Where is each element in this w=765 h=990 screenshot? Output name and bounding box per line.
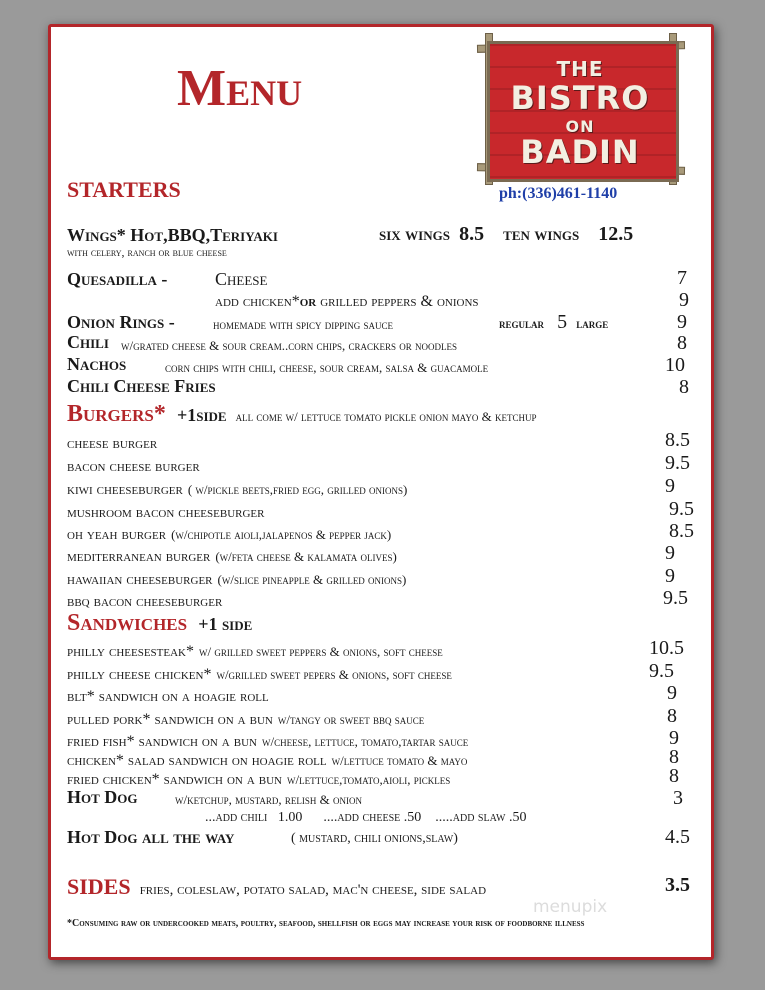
item-desc: w/grilled sweet pepers & onions, soft cheese (216, 667, 452, 682)
item-price: 9.5 (665, 452, 690, 474)
menu-card (48, 24, 714, 960)
chili-cheese-fries-price: 8 (679, 376, 689, 398)
burgers-header (67, 401, 536, 428)
item-price: 9.5 (669, 498, 694, 520)
item-name: bacon cheese burger (67, 458, 200, 475)
item-desc: (w/slice pineapple & grilled onions) (217, 572, 407, 587)
quesadilla-price-cheese: 7 (677, 267, 687, 289)
sides-price: 3.5 (665, 874, 690, 896)
item-price: 9 (665, 565, 675, 587)
onion-rings-desc: homemade with spicy dipping sauce (213, 317, 394, 332)
item-desc: w/cheese, lettuce, tomato,tartar sauce (261, 734, 469, 749)
menu-item-row (67, 641, 443, 661)
sign-line-3: ON (565, 117, 595, 136)
onion-rings-prices: regular 5 large (499, 311, 609, 333)
item-desc: (w/feta cheese & kalamata olives) (215, 549, 397, 564)
chili-price: 8 (677, 332, 687, 354)
nachos-desc: corn chips with chili, cheese, sour cream, salsa & guacamole (165, 360, 489, 375)
onion-rings-large-price: 9 (677, 311, 687, 333)
item-name: philly cheesesteak* (67, 643, 195, 660)
ten-wings-price: 12.5 (598, 223, 634, 245)
item-price: 9 (665, 475, 675, 497)
burgers-side-label: +1side (176, 405, 227, 425)
item-price: 9 (669, 727, 679, 749)
sandwiches-heading: Sandwiches (67, 610, 188, 636)
burgers-note: all come w/ lettuce tomato pickle onion mayo & ketchup (235, 409, 537, 424)
six-wings-price: 8.5 (459, 223, 485, 245)
item-name: cheese burger (67, 435, 158, 452)
item-desc: (w/chipotle aioli,jalapenos & pepper jack) (171, 527, 392, 542)
sides-heading: SIDES (67, 874, 131, 899)
ten-wings-label: ten wings (503, 224, 580, 244)
menu-item-row (67, 591, 227, 611)
six-wings-label: six wings (379, 224, 450, 244)
menu-title: Menu (177, 60, 303, 117)
chili-desc: w/grated cheese & sour cream..corn chips, crackers or noodles (121, 338, 458, 353)
hot-dog-addons: ...add chili 1.00 ....add cheese .50 .....add slaw .50 (205, 810, 527, 825)
menu-item-row (67, 479, 407, 499)
nachos-price: 10 (665, 354, 685, 376)
item-desc: ( w/pickle beets,fried egg, grilled onions) (187, 482, 408, 497)
hot-dog-all-the-way-desc: ( mustard, chili onions,slaw) (291, 831, 458, 846)
item-price: 9.5 (649, 660, 674, 682)
menu-item-row (67, 709, 424, 729)
menu-item-row (67, 433, 162, 453)
item-price: 9 (667, 682, 677, 704)
item-name: bbq bacon cheeseburger (67, 593, 223, 610)
item-name: hawaiian cheeseburger (67, 571, 213, 588)
sides-row (67, 874, 486, 900)
quesadilla-option-cheese: Cheese (215, 269, 268, 289)
sandwiches-header (67, 610, 252, 637)
nachos-name: Nachos (67, 354, 127, 374)
quesadilla-name: Quesadilla - (67, 269, 168, 289)
item-desc: w/tangy or sweet bbq sauce (277, 712, 425, 727)
item-price: 10.5 (649, 637, 684, 659)
item-desc: w/lettuce tomato & mayo (331, 753, 468, 768)
quesadilla-price-addon: 9 (679, 289, 689, 311)
hot-dog-price: 3 (673, 787, 683, 809)
item-price: 9.5 (663, 587, 688, 609)
food-safety-disclaimer: *Consuming raw or undercooked meats, poultry, seafood, shellfish or eggs may increase your risk of foodborne illness (67, 918, 585, 929)
watermark: menupix (533, 897, 608, 917)
menu-item-row (67, 731, 468, 751)
quesadilla-addon: add chicken*or grilled peppers & onions (215, 293, 479, 310)
menu-item-row (67, 664, 452, 684)
menu-item-row (67, 686, 274, 706)
chili-name: Chili (67, 332, 109, 352)
item-price: 8 (669, 746, 679, 768)
sandwiches-side-label: +1 side (198, 614, 253, 634)
menu-item-row (67, 569, 406, 589)
item-desc: w/lettuce,tomato,aioli, pickles (287, 772, 451, 787)
item-name: pulled pork* sandwich on a bun (67, 711, 273, 728)
sides-list: fries, coleslaw, potato salad, mac'n cheese, side salad (139, 882, 487, 898)
item-name: fried chicken* sandwich on a bun (67, 771, 282, 788)
item-desc: w/ grilled sweet peppers & onions, soft cheese (199, 644, 443, 659)
item-price: 8.5 (669, 520, 694, 542)
hot-dog-desc: w/ketchup, mustard, relish & onion (175, 792, 363, 807)
item-price: 8 (669, 765, 679, 787)
hot-dog-all-the-way-price: 4.5 (665, 826, 690, 848)
sign-line-2: BISTRO (510, 79, 650, 117)
phone-number: ph:(336)461-1140 (499, 185, 618, 202)
menu-item-row (67, 524, 391, 544)
item-price: 8 (667, 705, 677, 727)
menu-item-row (67, 502, 269, 522)
item-price: 8.5 (665, 429, 690, 451)
wings-desc: with celery, ranch or blue cheese (67, 245, 227, 259)
item-name: philly cheese chicken* (67, 666, 212, 683)
item-name: mediterranean burger (67, 548, 211, 565)
restaurant-sign-logo (477, 33, 683, 183)
wings-prices (379, 223, 633, 246)
menu-item-row (67, 546, 397, 566)
item-name: chicken* salad sandwich on hoagie roll (67, 752, 327, 769)
menu-item-row (67, 750, 467, 770)
burgers-heading: Burgers* (67, 401, 166, 427)
chili-cheese-fries-name: Chili Cheese Fries (67, 376, 216, 396)
hot-dog-name: Hot Dog (67, 787, 138, 807)
sign-line-1: THE (556, 57, 604, 81)
wings-name: Wings* Hot,BBQ,Teriyaki (67, 225, 278, 245)
sign-line-4: BADIN (520, 133, 640, 171)
item-name: mushroom bacon cheeseburger (67, 504, 265, 521)
item-name: fried fish* sandwich on a bun (67, 733, 257, 750)
item-price: 9 (665, 542, 675, 564)
item-name: blt* sandwich on a hoagie roll (67, 688, 269, 705)
item-name: kiwi cheeseburger (67, 481, 183, 498)
menu-item-row (67, 769, 450, 789)
item-name: oh yeah burger (67, 526, 167, 543)
hot-dog-all-the-way-name: Hot Dog all the way (67, 827, 235, 847)
menu-item-row (67, 456, 205, 476)
onion-rings-name: Onion Rings - (67, 312, 175, 332)
starters-heading: STARTERS (67, 177, 181, 202)
